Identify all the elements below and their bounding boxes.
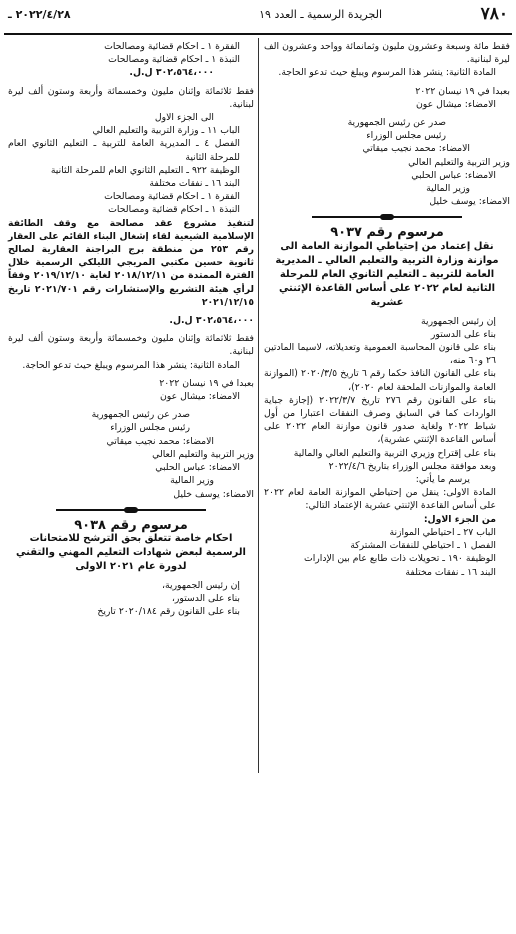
amount: ٣٠٢،٥٦٤،٠٠٠ ل.ل. [169, 315, 254, 327]
text-line: بناء على الدستور [430, 328, 496, 340]
text-line: وبعد موافقة مجلس الوزراء بتاريخ ٢٠٢٢/٤/٦ [328, 460, 496, 472]
text-line: بناء على القانون النافذ حكما رقم ٦ تاريخ ٢٠٢٠/٣/٥ (الموازنة العامة والموازنات الملحقة لعام ٢٠٢٠)، [264, 368, 496, 393]
page-header [4, 4, 512, 30]
text-line: فقط مائة وسبعة وعشرون مليون وثمانمائة وواحد وعشرون الف ليرة لبنانية. [264, 41, 510, 66]
issued-by: صدر عن رئيس الجمهورية [91, 409, 190, 421]
column-divider [258, 38, 259, 773]
text-line: يرسم ما يأتي: [415, 474, 470, 486]
budget-line: الباب ١١ ـ وزارة التربية والتعليم العالي [92, 125, 240, 137]
decree-title: احكام خاصة تتعلق بحق الترشح للامتحانات الرسمية لبعض شهادات التعليم المهني والتقني لدورة عام ٢٠٢١ الاولى [16, 532, 246, 572]
budget-line: الباب ٢٧ ـ احتياطي الموازنة [389, 526, 496, 538]
budget-line: الفقرة ١ ـ احكام قضائية ومصالحات [104, 191, 240, 203]
page-number: ٧٨٠ [480, 4, 508, 24]
official-title: وزير المالية [170, 475, 214, 487]
amount-words: فقط ثلاثمائة وإثنان مليون وخمسمائة وأربعة وستون ألف ليرة لبنانية. [8, 333, 254, 358]
signature-line: الامضاء: عباس الحلبي [411, 169, 496, 181]
text-line: بناء على القانون رقم ٢٧٦ تاريخ ٢٠٢٢/٣/٧ (إجازة جباية الواردات كما في السابق وصرف النفقات اعتبارا من أول شباط ٢٠٢٢ ولغاية صدور قانون موازنة العام ٢٠٢٢ على أساس القاعدة الإثنتي عشرية)، [264, 394, 496, 446]
budget-line: النبذة ١ ـ احكام قضائية ومصالحات [108, 54, 240, 66]
part-heading: من الجزء الاول: [423, 513, 496, 525]
article-two: المادة الثانية: ينشر هذا المرسوم ويبلغ حيث تدعو الحاجة. [278, 67, 496, 79]
budget-line: الفقرة ١ ـ احكام قضائية ومصالحات [104, 41, 240, 52]
text-line: بناء على قانون المحاسبة العمومية وتعديلاته، لاسيما المادتين ٢٦ و٦٠ منه، [264, 342, 496, 367]
left-column [8, 40, 254, 619]
budget-line: الوظيفة ٩٢٢ ـ التعليم الثانوي العام للمرحلة الثانية [50, 164, 240, 176]
signature-line: الامضاء: محمد نجيب ميقاتي [106, 435, 214, 447]
budget-line: البند ١٦ ـ نفقات مختلفة [405, 566, 496, 578]
right-column [264, 40, 510, 579]
budget-line: النبذة ١ ـ احكام قضائية ومصالحات [108, 204, 240, 216]
budget-line: البند ١٦ ـ نفقات مختلفة [149, 178, 240, 190]
decree-title: نقل إعتماد من إحتياطي الموازنة العامة الى موازنة وزارة التربية والتعليم العالي ـ المديرية العامة للتربية ـ التعليم الثانوي العام للمرحلة الثانية لعام ٢٠٢٢ على أساس القاعدة الإثنتي عشرية [275, 240, 499, 308]
issued-by: صدر عن رئيس الجمهورية [347, 117, 446, 129]
section-separator [56, 507, 206, 513]
article-one: المادة الاولى: ينقل من إحتياطي الموازنة العامة لعام ٢٠٢٢ على أساس القاعدة الإثنتي عشرية الإعتماد التالي: [264, 487, 496, 512]
signature-line: الامضاء: عباس الحلبي [155, 462, 240, 474]
amount: ٣٠٢،٥٦٤،٠٠٠ ل.ل. [129, 67, 214, 79]
signature-line: الامضاء: محمد نجيب ميقاتي [362, 143, 470, 155]
purpose-statement: لتنفيذ مشروع عقد مصالحة مع وقف الطائفة الإسلامية الشيعية لقاء إشغال البناء القائم على العقار رقم ٢٥٣ من منطقة برج البراجنة العقارية لصالح ثانوية حسين مكتبي المريجي الليلكي الرسمية خلال الفترة الممتدة من ٢٠١٨/١٢/١١ لغاية ٢٠١٩/١٢/١٠ وفقاً لرأي هيئة التشريع والإستشارات رقم ٢٠٢١/٧٠١ تاريخ ٢٠٢١/١٢/١٥ [8, 217, 255, 308]
signature-line: الامضاء: يوسف خليل [173, 488, 254, 500]
text-line: إن رئيس الجمهورية [421, 315, 496, 327]
text-line: بناء على إقتراح وزيري التربية والتعليم العالي والمالية [293, 447, 496, 459]
publication-title: الجريدة الرسمية ـ العدد ١٩ [259, 8, 382, 21]
official-title: وزير التربية والتعليم العالي [152, 448, 254, 460]
part-heading: الى الجزء الاول [154, 112, 214, 124]
issue-date: ٢٠٢٢/٤/٢٨ ـ [8, 8, 71, 21]
signing-date: بعبدا في ١٩ نيسان ٢٠٢٢ [159, 377, 254, 389]
budget-line: الوظيفة ١٩٠ ـ تحويلات ذات طابع عام بين الإدارات [303, 553, 496, 565]
official-title: وزير التربية والتعليم العالي [408, 156, 510, 168]
text-line: إن رئيس الجمهورية، [162, 579, 240, 591]
amount-words: فقط ثلاثمائة وإثنان مليون وخمسمائة وأربعة وستون ألف ليرة لبنانية. [8, 85, 254, 110]
text-line: بناء على الدستور، [171, 593, 240, 605]
signature-line: الامضاء: ميشال عون [415, 98, 496, 110]
signature-line: الامضاء: ميشال عون [159, 391, 240, 403]
official-title: وزير المالية [426, 183, 470, 195]
budget-line: الفصل ٤ ـ المديرية العامة للتربية ـ التعليم الثانوي العام للمرحلة الثانية [8, 138, 240, 163]
signature-line: الامضاء: يوسف خليل [429, 196, 510, 208]
section-separator [312, 214, 462, 220]
header-rule [4, 33, 512, 35]
signing-date: بعبدا في ١٩ نيسان ٢٠٢٢ [415, 85, 510, 97]
official-title: رئيس مجلس الوزراء [110, 422, 190, 434]
article-two: المادة الثانية: ينشر هذا المرسوم ويبلغ حيث تدعو الحاجة. [22, 359, 240, 371]
budget-line: الفصل ١ ـ احتياطي للنفقات المشتركة [350, 540, 496, 552]
text-line: بناء على القانون رقم ٢٠٢٠/١٨٤ تاريخ [97, 606, 240, 618]
decree-number: مرسوم رقم ٩٠٣٧ [330, 225, 444, 241]
official-title: رئيس مجلس الوزراء [366, 130, 446, 142]
decree-number: مرسوم رقم ٩٠٣٨ [74, 517, 188, 533]
